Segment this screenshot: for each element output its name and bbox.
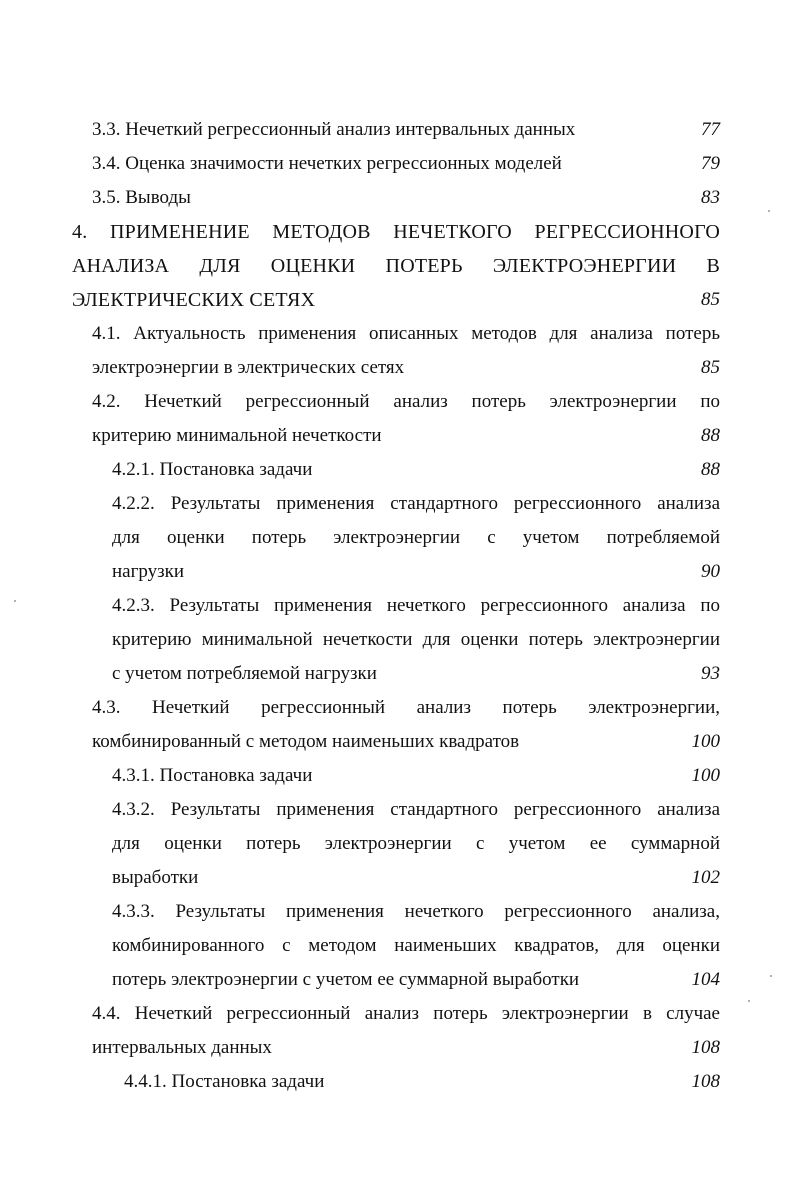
toc-entry-4-3-line-2 — [0, 725, 796, 759]
toc-entry-3-4 — [0, 147, 796, 181]
toc-entry-title: 4.3.1. Постановка задачи — [112, 765, 313, 786]
toc-entry-page: 85 — [701, 289, 720, 310]
toc-entry-4-2-2-line-3 — [0, 555, 796, 589]
toc-entry-title: критерию минимальной нечеткости — [92, 425, 382, 446]
scan-speck — [770, 975, 772, 977]
toc-entry-title: 3.3. Нечеткий регрессионный анализ интервальных данных — [92, 119, 576, 140]
toc-entry-title: 4.4. Нечеткий регрессионный анализ потерь электроэнергии в случае — [92, 1003, 720, 1024]
toc-entry-title: потерь электроэнергии с учетом ее суммарной выработки — [112, 969, 580, 990]
toc-entry-title: для оценки потерь электроэнергии с учетом ее суммарной — [112, 833, 720, 854]
toc-chapter-title: ЭЛЕКТРИЧЕСКИХ СЕТЯХ — [72, 289, 316, 311]
toc-entry-title: 4.4.1. Постановка задачи — [124, 1071, 325, 1092]
toc-entry-title: комбинированный с методом наименьших квадратов — [92, 731, 520, 752]
toc-chapter-title: 4. ПРИМЕНЕНИЕ МЕТОДОВ НЕЧЕТКОГО РЕГРЕССИОННОГО — [72, 221, 720, 243]
toc-entry-title: 4.3. Нечеткий регрессионный анализ потерь электроэнергии, — [92, 697, 720, 718]
toc-chapter-4-line-2 — [0, 249, 796, 283]
toc-entry-4-2-line-2 — [0, 419, 796, 453]
toc-entry-title: нагрузки — [112, 561, 185, 582]
toc-entry-title: 4.2.3. Результаты применения нечеткого регрессионного анализа по — [112, 595, 720, 616]
toc-entry-page: 100 — [691, 765, 720, 786]
toc-entry-title: 3.4. Оценка значимости нечетких регрессионных моделей — [92, 153, 562, 174]
toc-entry-page: 77 — [701, 119, 720, 140]
table-of-contents — [0, 113, 796, 1099]
toc-entry-page: 102 — [691, 867, 720, 888]
toc-entry-title: 4.3.3. Результаты применения нечеткого регрессионного анализа, — [112, 901, 720, 922]
toc-entry-4-2-2-line-2 — [0, 521, 796, 555]
toc-entry-4-2-line-1 — [0, 385, 796, 419]
toc-entry-title: интервальных данных — [92, 1037, 272, 1058]
toc-entry-page: 83 — [701, 187, 720, 208]
toc-entry-title: 3.5. Выводы — [92, 187, 191, 208]
toc-entry-4-2-3-line-2 — [0, 623, 796, 657]
toc-entry-3-3 — [0, 113, 796, 147]
toc-entry-title: выработки — [112, 867, 199, 888]
toc-entry-4-4-1 — [0, 1065, 796, 1099]
toc-entry-page: 88 — [701, 459, 720, 480]
toc-entry-4-3-3-line-2 — [0, 929, 796, 963]
toc-entry-4-3-2-line-2 — [0, 827, 796, 861]
toc-entry-title: для оценки потерь электроэнергии с учетом потребляемой — [112, 527, 720, 548]
toc-chapter-title: АНАЛИЗА ДЛЯ ОЦЕНКИ ПОТЕРЬ ЭЛЕКТРОЭНЕРГИИ В — [72, 255, 720, 277]
toc-entry-3-5 — [0, 181, 796, 215]
toc-entry-4-3-3-line-1 — [0, 895, 796, 929]
toc-entry-page: 85 — [701, 357, 720, 378]
toc-entry-title: электроэнергии в электрических сетях — [92, 357, 405, 378]
toc-entry-page: 108 — [691, 1071, 720, 1092]
toc-entry-4-1-line-2 — [0, 351, 796, 385]
toc-entry-4-1-line-1 — [0, 317, 796, 351]
toc-entry-page: 88 — [701, 425, 720, 446]
toc-entry-4-3-2-line-1 — [0, 793, 796, 827]
toc-entry-page: 93 — [701, 663, 720, 684]
toc-entry-title: комбинированного с методом наименьших квадратов, для оценки — [112, 935, 720, 956]
toc-entry-4-2-2-line-1 — [0, 487, 796, 521]
toc-entry-4-3-line-1 — [0, 691, 796, 725]
toc-entry-4-2-3-line-3 — [0, 657, 796, 691]
toc-entry-title: с учетом потребляемой нагрузки — [112, 663, 377, 684]
toc-entry-page: 90 — [701, 561, 720, 582]
toc-entry-4-3-3-line-3 — [0, 963, 796, 997]
toc-entry-title: 4.2.1. Постановка задачи — [112, 459, 313, 480]
toc-chapter-4-line-3 — [0, 283, 796, 317]
scan-speck — [14, 600, 16, 602]
scan-speck — [768, 210, 770, 212]
toc-chapter-4-line-1 — [0, 215, 796, 249]
scan-speck — [748, 1000, 750, 1002]
toc-entry-page: 108 — [691, 1037, 720, 1058]
toc-entry-4-2-1 — [0, 453, 796, 487]
toc-entry-4-3-1 — [0, 759, 796, 793]
toc-entry-page: 104 — [691, 969, 720, 990]
toc-entry-4-2-3-line-1 — [0, 589, 796, 623]
toc-entry-page: 79 — [701, 153, 720, 174]
toc-entry-page: 100 — [691, 731, 720, 752]
toc-entry-title: 4.1. Актуальность применения описанных методов для анализа потерь — [92, 323, 720, 344]
toc-entry-4-4-line-1 — [0, 997, 796, 1031]
toc-entry-title: 4.2. Нечеткий регрессионный анализ потерь электроэнергии по — [92, 391, 720, 412]
toc-entry-4-3-2-line-3 — [0, 861, 796, 895]
toc-entry-title: 4.3.2. Результаты применения стандартного регрессионного анализа — [112, 799, 720, 820]
toc-entry-title: 4.2.2. Результаты применения стандартного регрессионного анализа — [112, 493, 720, 514]
toc-entry-4-4-line-2 — [0, 1031, 796, 1065]
toc-entry-title: критерию минимальной нечеткости для оценки потерь электроэнергии — [112, 629, 720, 650]
